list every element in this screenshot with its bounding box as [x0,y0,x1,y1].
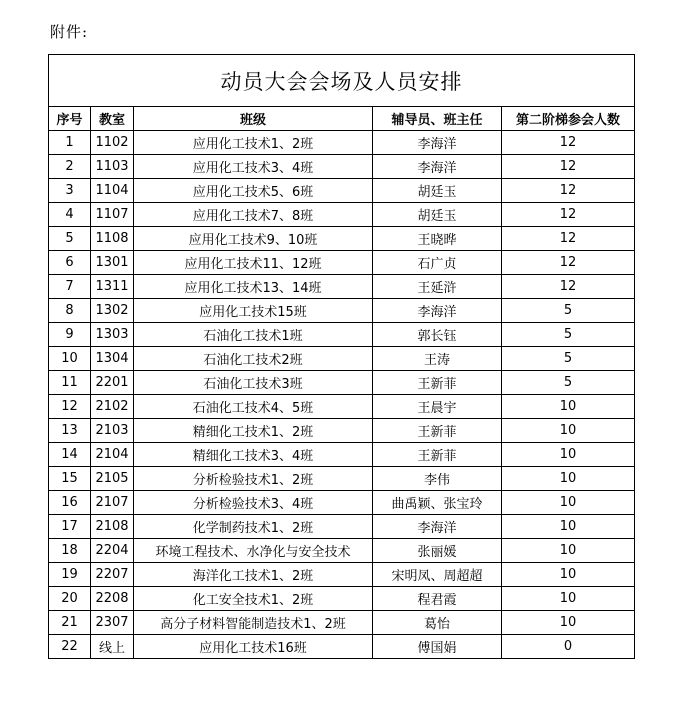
cell-counselor: 张丽媛 [373,539,502,563]
cell-index: 9 [49,323,91,347]
cell-index: 19 [49,563,91,587]
cell-class: 海洋化工技术1、2班 [134,563,373,587]
cell-counselor: 胡廷玉 [373,179,502,203]
cell-attendees: 5 [502,323,635,347]
cell-counselor: 李海洋 [373,299,502,323]
cell-room: 1107 [91,203,134,227]
cell-counselor: 王涛 [373,347,502,371]
cell-class: 分析检验技术3、4班 [134,491,373,515]
cell-class: 石油化工技术2班 [134,347,373,371]
cell-index: 4 [49,203,91,227]
cell-room: 1302 [91,299,134,323]
cell-counselor: 李海洋 [373,155,502,179]
cell-index: 18 [49,539,91,563]
cell-class: 石油化工技术4、5班 [134,395,373,419]
cell-index: 7 [49,275,91,299]
cell-class: 化工安全技术1、2班 [134,587,373,611]
cell-attendees: 12 [502,203,635,227]
header-class: 班级 [134,107,373,131]
cell-class: 精细化工技术1、2班 [134,419,373,443]
cell-counselor: 王新菲 [373,419,502,443]
cell-index: 6 [49,251,91,275]
table-row [49,131,635,155]
table-body [49,131,635,659]
cell-room: 2107 [91,491,134,515]
cell-counselor: 李海洋 [373,515,502,539]
title-row [49,55,635,107]
cell-class: 环境工程技术、水净化与安全技术 [134,539,373,563]
cell-room: 2201 [91,371,134,395]
cell-room: 1108 [91,227,134,251]
cell-class: 高分子材料智能制造技术1、2班 [134,611,373,635]
cell-room: 1303 [91,323,134,347]
cell-room: 线上 [91,635,134,659]
attachment-label: 附件: [50,23,89,41]
cell-counselor: 王新菲 [373,371,502,395]
table-title: 动员大会会场及人员安排 [49,55,635,107]
cell-room: 1103 [91,155,134,179]
header-room: 教室 [91,107,134,131]
cell-room: 1311 [91,275,134,299]
cell-room: 1102 [91,131,134,155]
header-index: 序号 [49,107,91,131]
cell-counselor: 王晓晔 [373,227,502,251]
table-row [49,251,635,275]
cell-counselor: 宋明凤、周超超 [373,563,502,587]
table-row [49,275,635,299]
cell-index: 10 [49,347,91,371]
cell-counselor: 曲禹颖、张宝玲 [373,491,502,515]
cell-class: 应用化工技术7、8班 [134,203,373,227]
cell-counselor: 王晨宇 [373,395,502,419]
cell-counselor: 王新菲 [373,443,502,467]
cell-index: 8 [49,299,91,323]
cell-attendees: 10 [502,491,635,515]
cell-index: 12 [49,395,91,419]
cell-attendees: 12 [502,179,635,203]
cell-room: 2103 [91,419,134,443]
header-attendees: 第二阶梯参会人数 [502,107,635,131]
cell-index: 21 [49,611,91,635]
cell-class: 石油化工技术1班 [134,323,373,347]
table-row [49,347,635,371]
cell-index: 2 [49,155,91,179]
table-row [49,611,635,635]
cell-attendees: 12 [502,275,635,299]
table-row [49,323,635,347]
cell-room: 2108 [91,515,134,539]
cell-class: 石油化工技术3班 [134,371,373,395]
cell-index: 5 [49,227,91,251]
cell-room: 1104 [91,179,134,203]
cell-class: 应用化工技术9、10班 [134,227,373,251]
cell-class: 精细化工技术3、4班 [134,443,373,467]
table-row [49,467,635,491]
cell-counselor: 王延浒 [373,275,502,299]
cell-counselor: 葛怡 [373,611,502,635]
table-row [49,443,635,467]
cell-counselor: 石广贞 [373,251,502,275]
cell-attendees: 12 [502,155,635,179]
cell-attendees: 10 [502,395,635,419]
cell-attendees: 12 [502,131,635,155]
table-row [49,563,635,587]
cell-index: 15 [49,467,91,491]
cell-attendees: 10 [502,443,635,467]
cell-attendees: 10 [502,563,635,587]
cell-class: 应用化工技术15班 [134,299,373,323]
cell-class: 应用化工技术3、4班 [134,155,373,179]
cell-attendees: 5 [502,299,635,323]
cell-room: 2207 [91,563,134,587]
cell-attendees: 5 [502,347,635,371]
table-row [49,203,635,227]
cell-class: 应用化工技术16班 [134,635,373,659]
table-row [49,179,635,203]
cell-attendees: 10 [502,467,635,491]
cell-class: 应用化工技术5、6班 [134,179,373,203]
cell-room: 1301 [91,251,134,275]
table-row [49,227,635,251]
table-row [49,587,635,611]
table-row [49,155,635,179]
cell-attendees: 10 [502,539,635,563]
cell-index: 3 [49,179,91,203]
cell-counselor: 胡廷玉 [373,203,502,227]
table-row [49,395,635,419]
header-row [49,107,635,131]
cell-index: 16 [49,491,91,515]
cell-attendees: 10 [502,419,635,443]
cell-attendees: 12 [502,251,635,275]
cell-room: 2307 [91,611,134,635]
cell-attendees: 5 [502,371,635,395]
cell-class: 化学制药技术1、2班 [134,515,373,539]
cell-attendees: 10 [502,611,635,635]
cell-attendees: 0 [502,635,635,659]
cell-index: 1 [49,131,91,155]
cell-attendees: 12 [502,227,635,251]
cell-class: 分析检验技术1、2班 [134,467,373,491]
cell-index: 13 [49,419,91,443]
table-row [49,491,635,515]
header-counselor: 辅导员、班主任 [373,107,502,131]
cell-index: 11 [49,371,91,395]
cell-index: 17 [49,515,91,539]
cell-room: 2102 [91,395,134,419]
table-row [49,371,635,395]
table-row [49,515,635,539]
cell-counselor: 程君霞 [373,587,502,611]
cell-room: 2208 [91,587,134,611]
table-row [49,299,635,323]
cell-class: 应用化工技术13、14班 [134,275,373,299]
table-row [49,539,635,563]
cell-counselor: 郭长钰 [373,323,502,347]
cell-index: 14 [49,443,91,467]
cell-attendees: 10 [502,587,635,611]
cell-index: 22 [49,635,91,659]
cell-counselor: 李海洋 [373,131,502,155]
cell-index: 20 [49,587,91,611]
cell-class: 应用化工技术11、12班 [134,251,373,275]
cell-room: 2204 [91,539,134,563]
cell-counselor: 李伟 [373,467,502,491]
cell-class: 应用化工技术1、2班 [134,131,373,155]
table-row [49,635,635,659]
cell-room: 2105 [91,467,134,491]
schedule-table [48,54,635,659]
cell-attendees: 10 [502,515,635,539]
table-row [49,419,635,443]
cell-room: 1304 [91,347,134,371]
cell-room: 2104 [91,443,134,467]
cell-counselor: 傅国娟 [373,635,502,659]
